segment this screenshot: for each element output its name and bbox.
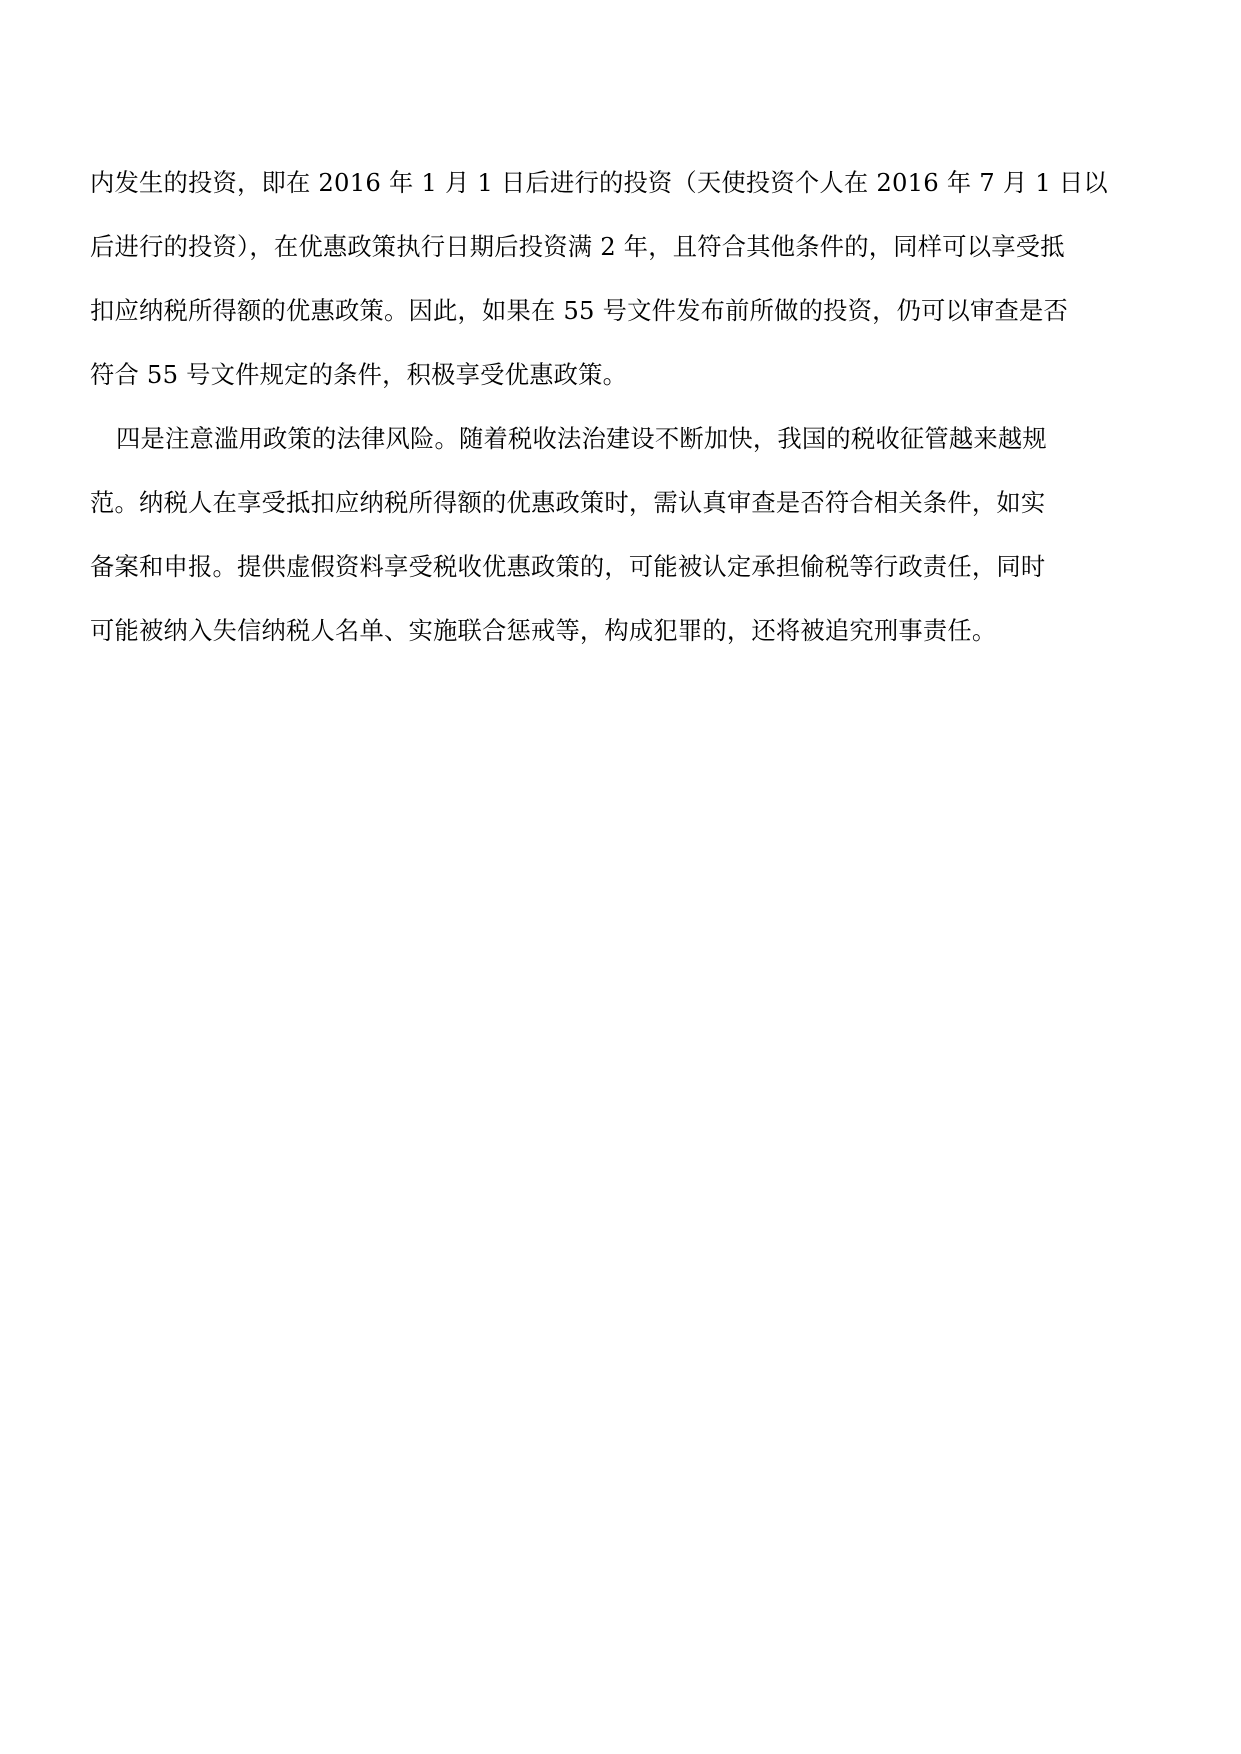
paragraph-line: 扣应纳税所得额的优惠政策。因此，如果在 55 号文件发布前所做的投资，仍可以审查是否 [90,296,1069,325]
paragraph-line: 可能被纳入失信纳税人名单、实施联合惩戒等，构成犯罪的，还将被追究刑事责任。 [90,616,997,645]
paragraph-line: 备案和申报。提供虚假资料享受税收优惠政策的，可能被认定承担偷税等行政责任，同时 [90,552,1046,581]
paragraph-line: 四是注意滥用政策的法律风险。随着税收法治建设不断加快，我国的税收征管越来越规 [116,424,1047,453]
paragraph-line: 范。纳税人在享受抵扣应纳税所得额的优惠政策时，需认真审查是否符合相关条件，如实 [90,488,1046,517]
paragraph-line: 符合 55 号文件规定的条件，积极享受优惠政策。 [90,360,628,389]
paragraph-line: 内发生的投资，即在 2016 年 1 月 1 日后进行的投资（天使投资个人在 2016 年 7 月 1 日以 [90,168,1108,197]
paragraph-line: 后进行的投资），在优惠政策执行日期后投资满 2 年，且符合其他条件的，同样可以享受抵 [90,232,1065,261]
